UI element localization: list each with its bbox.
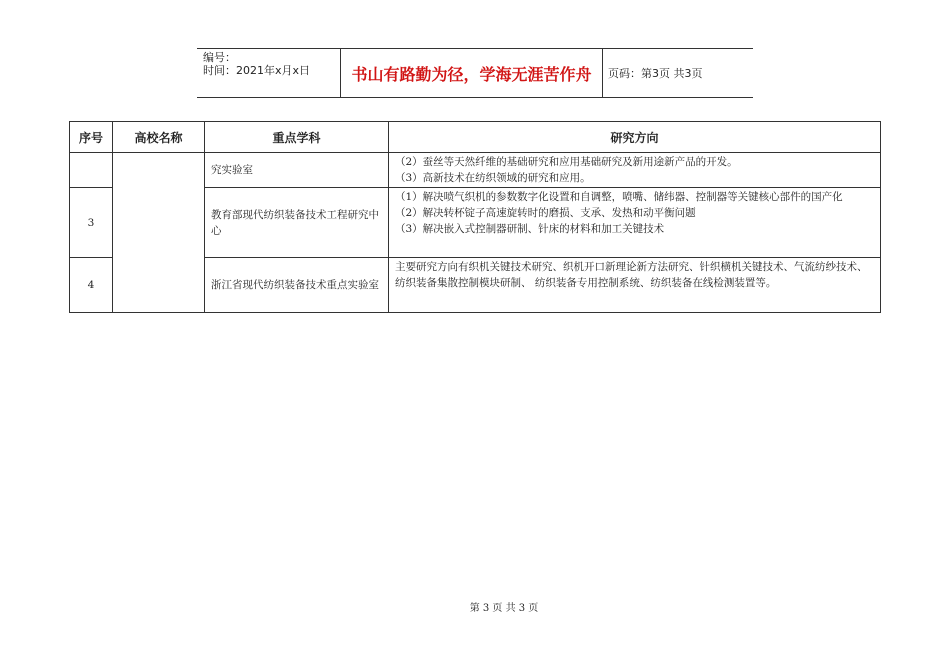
table-header-row xyxy=(70,122,881,153)
header-university: 高校名称 xyxy=(113,122,205,153)
page-header xyxy=(197,48,753,98)
row-directions xyxy=(389,153,881,188)
header-page-label: 页码：第3页 共3页 xyxy=(608,67,703,80)
direction-item: 主要研究方向有织机关键技术研究、织机开口新理论新方法研究、针织横机关键技术、气流纺纱技术、纺织装备集散控制模块研制、 纺织装备专用控制系统、纺织装备在线检测装置等。 xyxy=(395,261,868,289)
header-subject: 重点学科 xyxy=(205,122,389,153)
motto: 书山有路勤为径，学海无涯苦作舟 xyxy=(340,49,603,97)
header-index: 序号 xyxy=(70,122,113,153)
footer-page-number: 第 3 页 共 3 页 xyxy=(469,603,539,614)
university-cell xyxy=(113,153,205,313)
direction-item: （3）解决嵌入式控制器研制、针床的材料和加工关键技术 xyxy=(395,223,665,235)
row-subject: 教育部现代纺织装备技术工程研究中心 xyxy=(205,188,389,258)
row-subject: 浙江省现代纺织装备技术重点实验室 xyxy=(205,258,389,313)
header-direction: 研究方向 xyxy=(389,122,881,153)
row-index: 4 xyxy=(70,258,113,313)
row-directions xyxy=(389,188,881,258)
time-label: 时间：2021年x月x日 xyxy=(203,64,311,77)
direction-item: （2）蚕丝等天然纤维的基础研究和应用基础研究及新用途新产品的开发。 xyxy=(395,156,738,168)
row-index xyxy=(70,153,113,188)
direction-item: （3）高新技术在纺织领域的研究和应用。 xyxy=(395,172,591,184)
row-directions xyxy=(389,258,881,313)
page-footer xyxy=(0,599,950,614)
serial-label: 编号： xyxy=(203,51,236,64)
row-subject: 究实验室 xyxy=(205,153,389,188)
row-index: 3 xyxy=(70,188,113,258)
table-row xyxy=(70,153,881,188)
header-meta xyxy=(197,49,340,97)
research-table xyxy=(69,121,881,313)
direction-item: （2）解决转杯锭子高速旋转时的磨损、支承、发热和动平衡问题 xyxy=(395,207,696,219)
direction-item: （1）解决喷气织机的参数数字化设置和自调整，喷嘴、储纬器、控制器等关键核心部件的国产化 xyxy=(395,191,843,203)
